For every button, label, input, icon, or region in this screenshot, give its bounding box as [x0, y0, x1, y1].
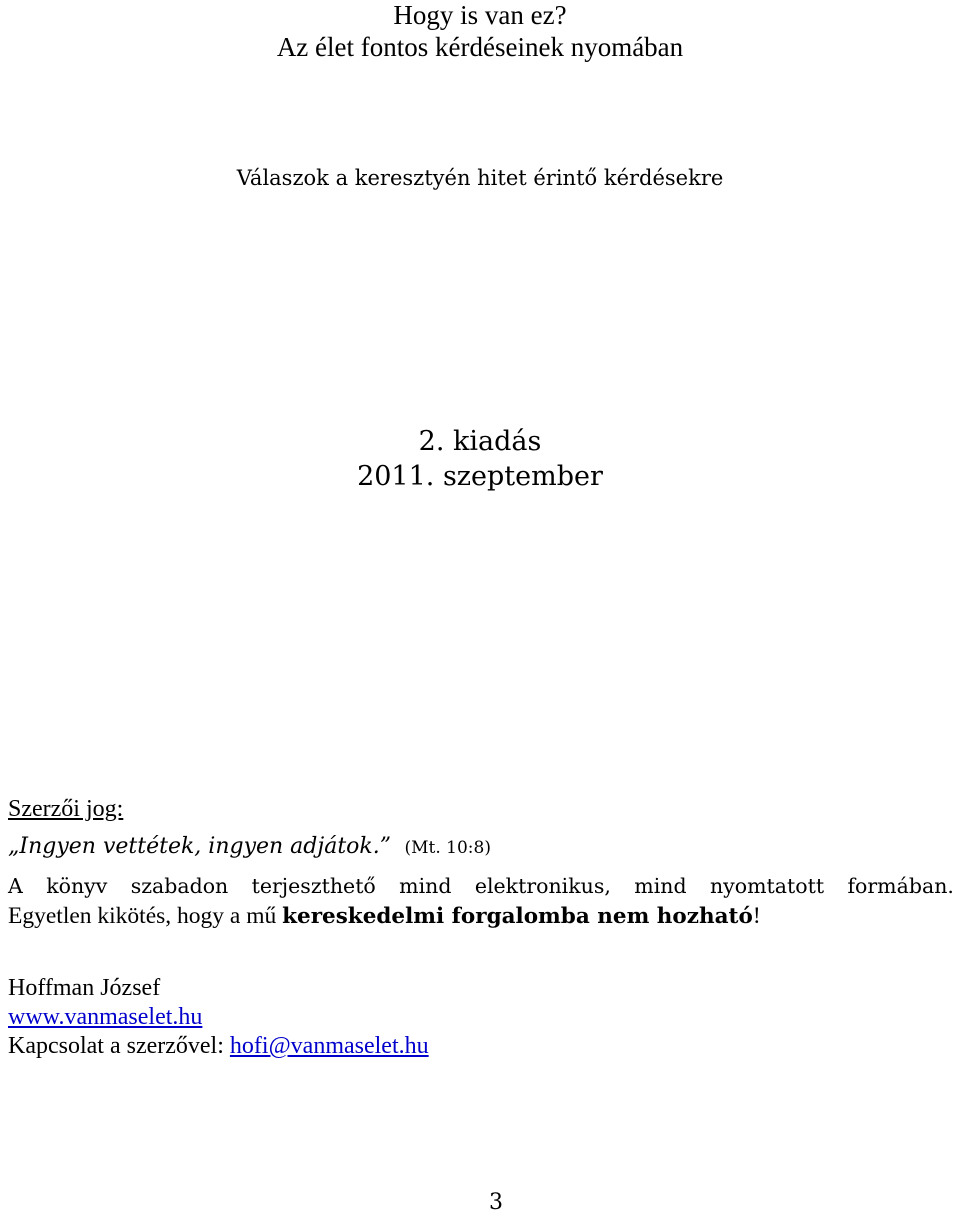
copyright-word: elektronikus,: [474, 874, 611, 898]
title-line-2: Az élet fontos kérdéseinek nyomában: [276, 32, 684, 62]
copyright-text-line-2: [8, 905, 761, 929]
edition-number: 2. kiadás: [418, 426, 542, 457]
title-line-1: Hogy is van ez?: [393, 0, 567, 30]
copyright-word: formában.: [847, 874, 954, 898]
author-email-link[interactable]: hofi@vanmaselet.hu: [229, 1033, 429, 1059]
copyright-word: A: [8, 874, 23, 898]
condition-suffix: !: [752, 903, 761, 929]
copyright-word: könyv: [46, 874, 108, 898]
edition-date: 2011. szeptember: [357, 461, 603, 492]
copyright-quote-line: [8, 835, 491, 858]
author-contact-row: [8, 1034, 429, 1058]
copyright-word: terjeszthető: [251, 874, 376, 898]
copyright-word: mind: [399, 874, 452, 898]
condition-bold: kereskedelmi forgalomba nem hozható: [282, 904, 753, 929]
author-name: Hoffman József: [8, 975, 161, 1001]
copyright-word: nyomtatott: [709, 874, 825, 898]
contact-label: Kapcsolat a szerzővel:: [8, 1033, 230, 1059]
author-website-link[interactable]: www.vanmaselet.hu: [8, 1004, 203, 1030]
page-number: 3: [489, 1190, 503, 1215]
bible-quote: „Ingyen vettétek, ingyen adjátok.”: [8, 834, 391, 859]
copyright-heading: Szerzői jog:: [8, 796, 124, 822]
condition-prefix: Egyetlen kikötés, hogy a mű: [8, 903, 283, 929]
copyright-text-line-1: [8, 876, 954, 897]
subtitle: Válaszok a keresztyén hitet érintő kérdésekre: [236, 166, 724, 190]
copyright-word: szabadon: [130, 874, 229, 898]
copyright-word: mind: [634, 874, 687, 898]
bible-reference: (Mt. 10:8): [404, 838, 491, 858]
author-website-row: [8, 1005, 202, 1029]
